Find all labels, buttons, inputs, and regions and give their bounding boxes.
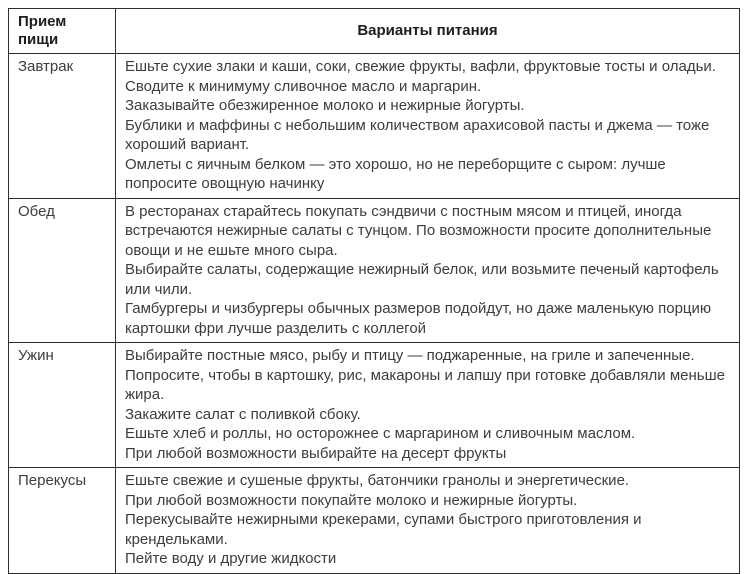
meal-name: Ужин: [9, 343, 116, 468]
table-row: [9, 198, 740, 343]
meal-options: [116, 54, 740, 199]
option-line: Закажите салат с поливкой сбоку.: [125, 405, 361, 423]
option-line: Заказывайте обезжиренное молоко и нежирные йогурты.: [125, 97, 525, 114]
option-line: Ешьте хлеб и роллы, но осторожнее с маргарином и сливочным маслом.: [125, 425, 636, 442]
meal-options: [116, 468, 740, 574]
header-row: [9, 9, 740, 54]
table-row: [9, 343, 740, 468]
option-line: При любой возможности покупайте молоко и нежирные йогурты.: [125, 491, 578, 509]
option-line: Ешьте свежие и сушеные фрукты, батончики гранолы и энергетические.: [125, 472, 630, 489]
meal-options: [116, 198, 740, 343]
header-meal-column: Прием пищи: [9, 9, 116, 54]
option-line: Пейте воду и другие жидкости: [125, 550, 337, 567]
option-line: Омлеты с яичным белком — это хорошо, но не переборщите с сыром: лучше попросите овощную начинку: [125, 155, 666, 192]
meal-options: [116, 343, 740, 468]
option-line: Перекусывайте нежирными крекерами, супами быстрого приготовления и крендельками.: [125, 511, 642, 548]
option-line: Гамбургеры и чизбургеры обычных размеров подойдут, но даже маленькую порцию картошки фри лучше разделить с коллегой: [125, 300, 712, 337]
option-line: При любой возможности выбирайте на десерт фрукты: [125, 444, 507, 462]
option-line: В ресторанах старайтесь покупать сэндвичи с постным мясом и птицей, иногда встречаются нежирные салаты с тунцом. По возможности просите дополнительные овощи и не ешьте много сыра.: [125, 202, 712, 259]
option-line: Ешьте сухие злаки и каши, соки, свежие фрукты, вафли, фруктовые тосты и оладьи.: [125, 58, 716, 75]
table-row: [9, 468, 740, 574]
option-line: Выбирайте салаты, содержащие нежирный белок, или возьмите печеный картофель или чили.: [125, 261, 719, 298]
meal-name: Завтрак: [9, 54, 116, 199]
option-line: Попросите, чтобы в картошку, рис, макароны и лапшу при готовке добавляли меньше жира.: [125, 366, 725, 403]
header-options-column: Варианты питания: [116, 9, 740, 54]
option-line: Бублики и маффины с небольшим количеством арахисовой пасты и джема — тоже хороший вариант.: [125, 116, 710, 153]
meal-options-table: [8, 8, 740, 574]
meal-name: Обед: [9, 198, 116, 343]
table-body: [9, 54, 740, 574]
option-line: Выбирайте постные мясо, рыбу и птицу — поджаренные, на гриле и запеченные.: [125, 347, 695, 364]
table-row: [9, 54, 740, 199]
meal-name: Перекусы: [9, 468, 116, 574]
option-line: Сводите к минимуму сливочное масло и маргарин.: [125, 77, 482, 95]
